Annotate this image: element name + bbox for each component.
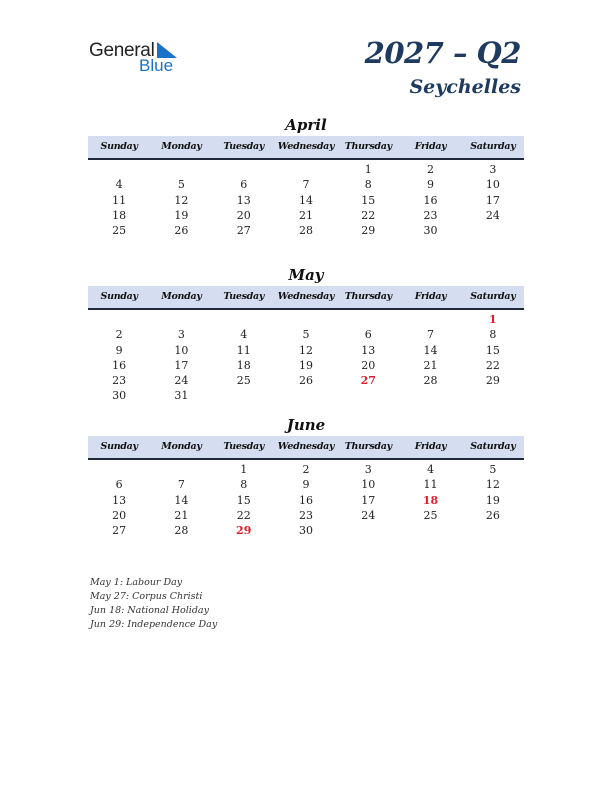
weekday-header <box>88 136 524 160</box>
day-cell: 30 <box>423 224 438 238</box>
day-cell: 23 <box>112 374 127 388</box>
month-title: April <box>285 116 327 134</box>
day-cell: 19 <box>174 208 189 222</box>
weekday-label: Sunday <box>100 291 138 302</box>
holiday-note: May 1: Labour Day <box>90 577 183 588</box>
weeks-grid <box>88 312 524 404</box>
day-cell: 14 <box>298 193 313 207</box>
day-cell: 6 <box>115 478 123 492</box>
day-cell: 25 <box>423 508 438 522</box>
month-may <box>88 266 524 404</box>
day-cell: 20 <box>112 508 127 522</box>
day-cell: 26 <box>485 508 500 522</box>
week-row <box>88 312 524 327</box>
day-cell: 5 <box>489 463 497 476</box>
week-row <box>88 373 524 388</box>
day-cell: 10 <box>361 478 376 492</box>
day-cell: 6 <box>240 178 248 192</box>
day-cell: 14 <box>423 343 438 357</box>
day-cell: 31 <box>174 389 189 403</box>
day-cell: 23 <box>298 508 313 522</box>
day-cell: 20 <box>361 358 376 372</box>
day-cell <box>88 312 150 327</box>
day-cell: 28 <box>298 224 313 238</box>
day-cell: 30 <box>298 524 313 538</box>
day-cell: 29 <box>361 224 376 238</box>
week-row <box>88 193 524 208</box>
day-cell <box>213 388 275 403</box>
week-row <box>88 508 524 523</box>
day-cell <box>150 312 212 327</box>
weekday-label: Thursday <box>344 291 392 302</box>
day-cell: 11 <box>236 343 251 357</box>
weekday-label: Wednesday <box>277 441 335 452</box>
week-row <box>88 358 524 373</box>
week-row <box>88 388 524 403</box>
country-name: Seychelles <box>409 76 521 98</box>
day-cell: 15 <box>485 343 500 357</box>
day-cell: 21 <box>298 208 313 222</box>
day-cell <box>337 312 399 327</box>
day-cell: 1 <box>240 463 248 476</box>
weeks-grid <box>88 462 524 538</box>
day-cell: 9 <box>427 178 435 192</box>
weekday-label: Friday <box>414 291 447 302</box>
holiday-note: Jun 18: National Holiday <box>90 605 209 616</box>
day-cell: 24 <box>485 208 500 222</box>
holiday-note: Jun 29: Independence Day <box>90 619 218 630</box>
logo-blue-text: Blue <box>139 56 174 75</box>
day-cell: 7 <box>427 328 435 342</box>
weekday-label: Friday <box>414 441 447 452</box>
day-cell: 8 <box>364 178 372 192</box>
day-cell: 13 <box>236 193 251 207</box>
day-cell: 9 <box>302 478 310 492</box>
day-cell: 23 <box>423 208 438 222</box>
weekday-label: Wednesday <box>277 291 335 302</box>
day-cell: 10 <box>174 343 189 357</box>
day-cell: 1 <box>364 163 372 176</box>
day-cell <box>462 223 524 238</box>
day-cell: 11 <box>112 193 127 207</box>
day-cell: 19 <box>298 358 313 372</box>
week-row <box>88 177 524 192</box>
weekday-label: Monday <box>161 141 202 152</box>
weekday-label: Saturday <box>470 141 516 152</box>
day-cell: 22 <box>485 358 500 372</box>
day-cell: 28 <box>174 524 189 538</box>
week-row <box>88 493 524 508</box>
page-title: 2027 – Q2 <box>364 36 521 70</box>
day-cell: 25 <box>112 224 127 238</box>
day-cell: 19 <box>485 493 500 507</box>
day-cell <box>275 388 337 403</box>
logo <box>89 40 189 76</box>
weekday-label: Monday <box>161 291 202 302</box>
month-title: May <box>288 266 324 284</box>
day-cell: 17 <box>361 493 376 507</box>
day-cell <box>462 523 524 538</box>
weekday-header <box>88 286 524 310</box>
week-row <box>88 462 524 477</box>
day-cell: 15 <box>361 193 376 207</box>
day-cell <box>88 162 150 177</box>
day-cell <box>88 462 150 477</box>
day-cell: 29 <box>485 374 500 388</box>
day-cell: 3 <box>489 163 497 176</box>
month-june <box>88 416 524 538</box>
week-row <box>88 477 524 492</box>
holiday-notes <box>90 576 217 632</box>
holiday-day-cell: 1 <box>489 313 497 326</box>
day-cell: 4 <box>115 178 123 192</box>
week-row <box>88 343 524 358</box>
day-cell: 3 <box>364 463 372 476</box>
day-cell <box>275 162 337 177</box>
weekday-header <box>88 436 524 460</box>
day-cell: 27 <box>236 224 251 238</box>
weeks-grid <box>88 162 524 238</box>
week-row <box>88 223 524 238</box>
holiday-day-cell: 29 <box>236 524 252 538</box>
day-cell: 9 <box>115 343 123 357</box>
day-cell <box>275 312 337 327</box>
weekday-label: Saturday <box>470 291 516 302</box>
weekday-label: Friday <box>414 141 447 152</box>
day-cell: 28 <box>423 374 438 388</box>
day-cell: 12 <box>298 343 313 357</box>
weekday-label: Thursday <box>344 441 392 452</box>
week-row <box>88 523 524 538</box>
holiday-note: May 27: Corpus Christi <box>90 591 203 602</box>
day-cell: 4 <box>240 328 248 342</box>
day-cell: 10 <box>485 178 500 192</box>
day-cell: 22 <box>236 508 251 522</box>
day-cell: 16 <box>112 358 127 372</box>
day-cell: 12 <box>174 193 189 207</box>
day-cell: 30 <box>112 389 127 403</box>
day-cell <box>337 523 399 538</box>
day-cell: 5 <box>177 178 185 192</box>
day-cell: 7 <box>302 178 310 192</box>
day-cell: 6 <box>364 328 372 342</box>
weekday-label: Sunday <box>100 141 138 152</box>
weekday-label: Tuesday <box>223 141 265 152</box>
day-cell: 20 <box>236 208 251 222</box>
day-cell: 24 <box>361 508 376 522</box>
day-cell: 2 <box>302 463 310 476</box>
week-row <box>88 327 524 342</box>
weekday-label: Monday <box>161 441 202 452</box>
day-cell: 27 <box>112 524 127 538</box>
day-cell: 13 <box>112 493 127 507</box>
day-cell: 3 <box>177 328 185 342</box>
day-cell: 8 <box>489 328 497 342</box>
month-title: June <box>286 416 326 434</box>
day-cell: 12 <box>485 478 500 492</box>
day-cell: 16 <box>298 493 313 507</box>
day-cell: 18 <box>112 208 127 222</box>
day-cell: 26 <box>298 374 313 388</box>
day-cell: 2 <box>115 328 123 342</box>
day-cell: 21 <box>423 358 438 372</box>
day-cell: 17 <box>485 193 500 207</box>
day-cell <box>213 162 275 177</box>
month-april <box>88 116 524 238</box>
weekday-label: Tuesday <box>223 291 265 302</box>
day-cell: 13 <box>361 343 376 357</box>
day-cell: 11 <box>423 478 438 492</box>
day-cell: 15 <box>236 493 251 507</box>
day-cell <box>399 312 461 327</box>
day-cell: 25 <box>236 374 251 388</box>
holiday-day-cell: 27 <box>360 374 376 388</box>
day-cell: 26 <box>174 224 189 238</box>
weekday-label: Tuesday <box>223 441 265 452</box>
day-cell <box>213 312 275 327</box>
day-cell: 14 <box>174 493 189 507</box>
day-cell <box>462 388 524 403</box>
holiday-day-cell: 18 <box>422 493 439 507</box>
day-cell: 8 <box>240 478 248 492</box>
day-cell: 24 <box>174 374 189 388</box>
day-cell: 18 <box>236 358 251 372</box>
day-cell: 4 <box>427 463 435 476</box>
day-cell <box>150 462 212 477</box>
day-cell: 16 <box>423 193 438 207</box>
day-cell: 21 <box>174 508 189 522</box>
day-cell <box>399 523 461 538</box>
day-cell: 5 <box>302 328 310 342</box>
week-row <box>88 162 524 177</box>
week-row <box>88 208 524 223</box>
day-cell <box>337 388 399 403</box>
day-cell: 7 <box>177 478 185 492</box>
weekday-label: Thursday <box>344 141 392 152</box>
day-cell <box>399 388 461 403</box>
day-cell <box>150 162 212 177</box>
day-cell: 17 <box>174 358 189 372</box>
day-cell: 22 <box>361 208 376 222</box>
weekday-label: Saturday <box>470 441 516 452</box>
weekday-label: Sunday <box>100 441 138 452</box>
weekday-label: Wednesday <box>277 141 335 152</box>
day-cell: 2 <box>427 163 435 176</box>
logo-general-text: General <box>89 40 155 61</box>
